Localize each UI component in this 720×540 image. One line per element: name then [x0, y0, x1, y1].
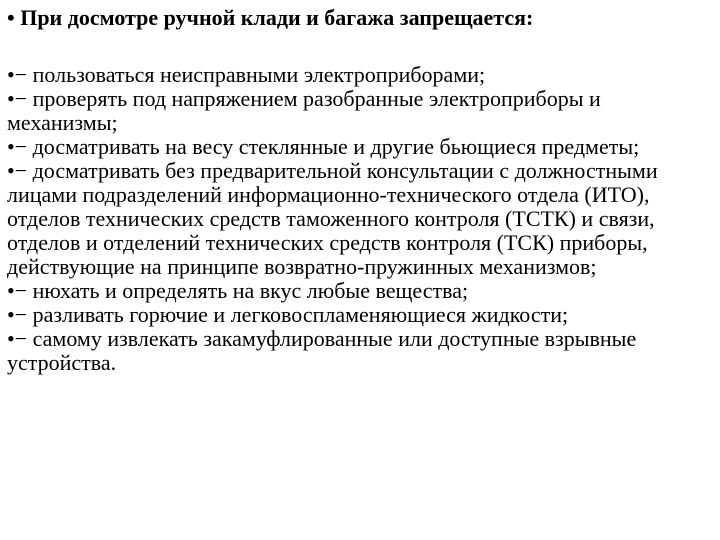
list-item: •− разливать горючие и легковоспламеняющиеся жидкости;: [7, 302, 569, 327]
list-item: •− пользоваться неисправными электроприборами;: [7, 62, 486, 87]
list-item: •− проверять под напряжением разобранные электроприборы и механизмы;: [7, 86, 601, 135]
list-item: •− досматривать без предварительной консультации с должностными лицами подразделений информационно-технического отдела (ИТО), отделов технических средств таможенного контроля (ТСТК) и связи, отделов и отделений технических средств контроля (ТСК) приборы, действующие на принципе возвратно-пружинных механизмов;: [7, 158, 658, 279]
slide-title: • При досмотре ручной клади и багажа запрещается:: [7, 5, 534, 30]
list-item: •− самому извлекать закамуфлированные или доступные взрывные устройства.: [7, 326, 637, 375]
list-item: •− досматривать на весу стеклянные и другие бьющиеся предметы;: [7, 134, 640, 159]
prohibitions-list: [7, 63, 708, 375]
list-item: •− нюхать и определять на вкус любые вещества;: [7, 278, 469, 303]
